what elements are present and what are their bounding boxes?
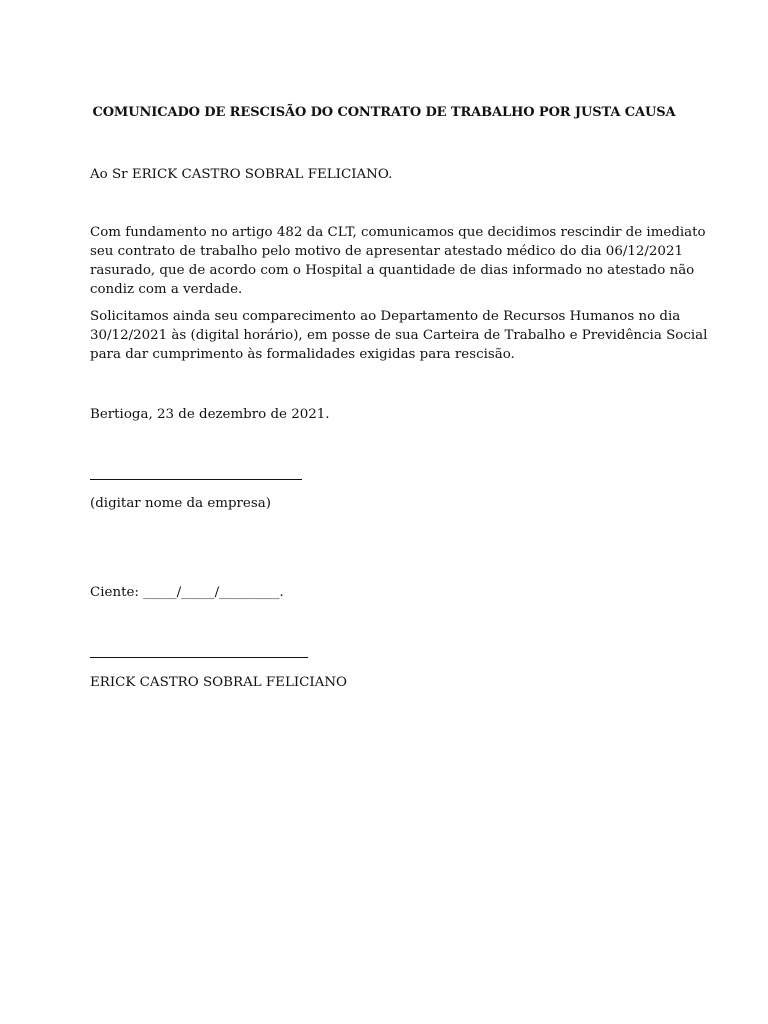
ciente-date-field: Ciente: _____/_____/_________.: [90, 585, 284, 600]
paragraph-line: 30/12/2021 às (digital horário), em posse de sua Carteira de Trabalho e Previdência Social: [90, 328, 708, 343]
company-signature-line: [90, 479, 302, 480]
salutation: Ao Sr ERICK CASTRO SOBRAL FELICIANO.: [90, 167, 393, 182]
employee-name: ERICK CASTRO SOBRAL FELICIANO: [90, 675, 348, 690]
company-name-placeholder: (digitar nome da empresa): [90, 496, 271, 511]
document-title: COMUNICADO DE RESCISÃO DO CONTRATO DE TRABALHO POR JUSTA CAUSA: [92, 105, 676, 120]
place-date: Bertioga, 23 de dezembro de 2021.: [90, 407, 330, 422]
employee-signature-line: [90, 657, 308, 658]
paragraph-line: condiz com a verdade.: [90, 282, 243, 297]
paragraph-request: [90, 307, 708, 364]
paragraph-line: Com fundamento no artigo 482 da CLT, comunicamos que decidimos rescindir de imediato: [90, 225, 706, 240]
paragraph-grounds: [90, 223, 706, 299]
paragraph-line: para dar cumprimento às formalidades exigidas para rescisão.: [90, 347, 515, 362]
paragraph-line: seu contrato de trabalho pelo motivo de apresentar atestado médico do dia 06/12/2021: [90, 244, 683, 259]
paragraph-line: Solicitamos ainda seu comparecimento ao Departamento de Recursos Humanos no dia: [90, 309, 681, 324]
paragraph-line: rasurado, que de acordo com o Hospital a quantidade de dias informado no atestado não: [90, 263, 695, 278]
